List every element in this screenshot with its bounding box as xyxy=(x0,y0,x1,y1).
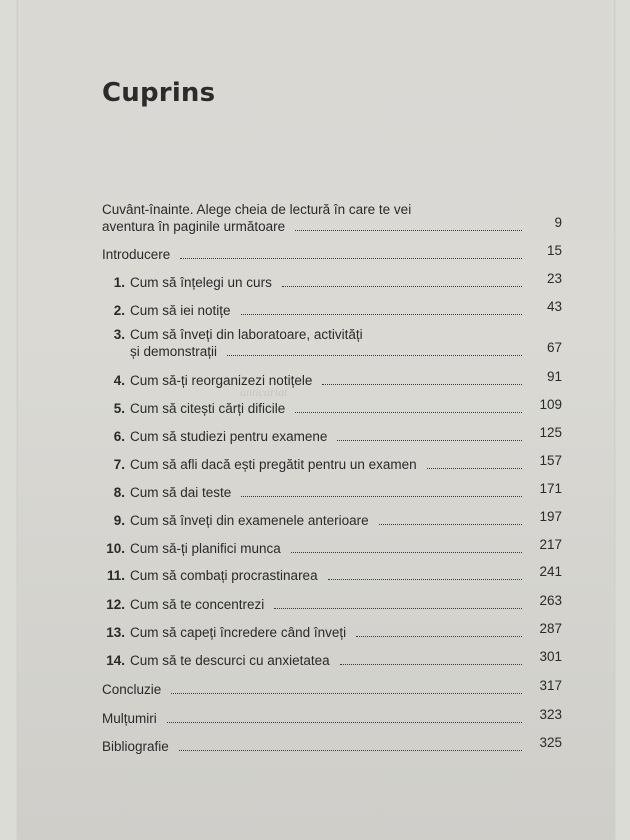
toc-page-number: 287 xyxy=(539,621,562,636)
toc-entry-text: Cum să-ți planifici munca xyxy=(130,541,281,556)
toc-chapter-number: 2. xyxy=(113,303,125,318)
toc-chapter-number: 11. xyxy=(106,568,125,583)
toc-entry-text: Concluzie xyxy=(102,682,162,697)
toc-leader-dots xyxy=(167,721,522,723)
toc-entry-chapter xyxy=(102,299,562,319)
toc-entry-chapter xyxy=(102,425,562,445)
toc-chapter-number: 10. xyxy=(106,541,125,556)
toc-page-number: 125 xyxy=(539,425,562,440)
toc-chapter-number: 14. xyxy=(106,653,125,668)
toc-leader-dots xyxy=(241,495,522,497)
toc-entry-text: Cum să te concentrezi xyxy=(130,597,265,612)
toc-page-number: 157 xyxy=(539,453,562,468)
toc-leader-dots xyxy=(241,313,522,315)
toc-entry-chapter xyxy=(102,621,562,641)
toc-entry-chapter xyxy=(102,326,562,360)
toc-leader-dots xyxy=(171,692,522,694)
toc-entry-bibliography xyxy=(102,735,562,755)
toc-leader-dots xyxy=(340,663,522,665)
toc-leader-dots xyxy=(227,354,522,356)
toc-entry-text: Cum să iei notițe xyxy=(130,303,231,318)
toc-entry-text: Cum să capeți încredere când înveți xyxy=(130,625,347,640)
toc-page-number: 241 xyxy=(539,564,562,579)
toc-entry-foreword xyxy=(102,201,562,235)
toc-leader-dots xyxy=(356,635,522,637)
toc-entry-chapter xyxy=(102,649,562,669)
toc-page-number: 317 xyxy=(539,678,562,693)
toc-entry-chapter xyxy=(102,481,562,501)
toc-entry-text: Cum să afli dacă ești pregătit pentru un examen xyxy=(130,457,417,472)
toc-page-number: 325 xyxy=(539,735,562,750)
toc-leader-dots xyxy=(295,411,522,413)
toc-page-number: 109 xyxy=(539,397,562,412)
toc-leader-dots xyxy=(291,551,522,553)
toc-entry-conclusion xyxy=(102,678,562,698)
toc-entry-text: Cum să citești cărți dificile xyxy=(130,401,286,416)
toc-page-number: 43 xyxy=(546,299,562,314)
book-page xyxy=(18,0,614,840)
toc-page-number: 9 xyxy=(554,215,562,230)
toc-entry-chapter xyxy=(102,453,562,473)
toc-entry-chapter xyxy=(102,271,562,291)
toc-entry-chapter xyxy=(102,397,562,417)
toc-page-number: 263 xyxy=(539,593,562,608)
toc-leader-dots xyxy=(274,607,522,609)
toc-entry-chapter xyxy=(102,369,562,389)
toc-entry-text: Cum să-ți reorganizezi notițele xyxy=(130,373,313,388)
toc-chapter-number: 4. xyxy=(113,373,125,388)
toc-page-number: 15 xyxy=(546,243,562,258)
toc-chapter-number: 8. xyxy=(113,485,125,500)
toc-entry-chapter xyxy=(102,537,562,557)
toc-entry-chapter xyxy=(102,509,562,529)
toc-page-number: 91 xyxy=(546,369,562,384)
toc-chapter-number: 1. xyxy=(113,275,125,290)
toc-entry-acknowledgements xyxy=(102,707,562,727)
toc-page-number: 23 xyxy=(546,271,562,286)
toc-entry-text: și demonstrații xyxy=(130,344,218,359)
toc-leader-dots xyxy=(328,578,522,580)
page-title: Cuprins xyxy=(102,78,216,108)
toc-entry-introduction xyxy=(102,243,562,263)
toc-entry-text: Introducere xyxy=(102,247,171,262)
toc-page-number: 197 xyxy=(539,509,562,524)
toc-entry-text: Cum să studiezi pentru examene xyxy=(130,429,328,444)
watermark: anticariat xyxy=(240,385,288,399)
toc-entry-text: aventura în paginile următoare xyxy=(102,219,286,234)
toc-entry-text-line1: Cuvânt-înainte. Alege cheia de lectură în care te vei xyxy=(102,202,412,217)
toc-leader-dots xyxy=(322,383,522,385)
toc-leader-dots xyxy=(179,749,522,751)
toc-entry-text: Cum să dai teste xyxy=(130,485,232,500)
toc-chapter-number: 12. xyxy=(106,597,125,612)
toc-leader-dots xyxy=(282,285,522,287)
toc-leader-dots xyxy=(379,523,522,525)
toc-page-number: 217 xyxy=(539,537,562,552)
toc-leader-dots xyxy=(427,467,522,469)
toc-page-number: 171 xyxy=(539,481,562,496)
toc-page-number: 67 xyxy=(546,340,562,355)
toc-leader-dots xyxy=(180,257,522,259)
toc-entry-text-line1: Cum să înveți din laboratoare, activități xyxy=(130,327,363,342)
toc-chapter-number: 7. xyxy=(113,457,125,472)
toc-entry-text: Bibliografie xyxy=(102,739,169,754)
toc-entry-text: Cum să te descurci cu anxietatea xyxy=(130,653,330,668)
toc-entry-text: Cum să înțelegi un curs xyxy=(130,275,272,290)
toc-chapter-number: 3. xyxy=(113,327,125,342)
toc-entry-chapter xyxy=(102,564,562,584)
toc-chapter-number: 5. xyxy=(113,401,125,416)
toc-page-number: 323 xyxy=(539,707,562,722)
toc-chapter-number: 6. xyxy=(113,429,125,444)
toc-entry-text: Mulțumiri xyxy=(102,711,157,726)
toc-leader-dots xyxy=(295,229,522,231)
toc-leader-dots xyxy=(337,439,522,441)
toc-chapter-number: 9. xyxy=(113,513,125,528)
toc-entry-chapter xyxy=(102,593,562,613)
toc-page-number: 301 xyxy=(539,649,562,664)
toc-entry-text: Cum să înveți din examenele anterioare xyxy=(130,513,369,528)
toc-chapter-number: 13. xyxy=(106,625,125,640)
toc-entry-text: Cum să combați procrastinarea xyxy=(130,568,318,583)
